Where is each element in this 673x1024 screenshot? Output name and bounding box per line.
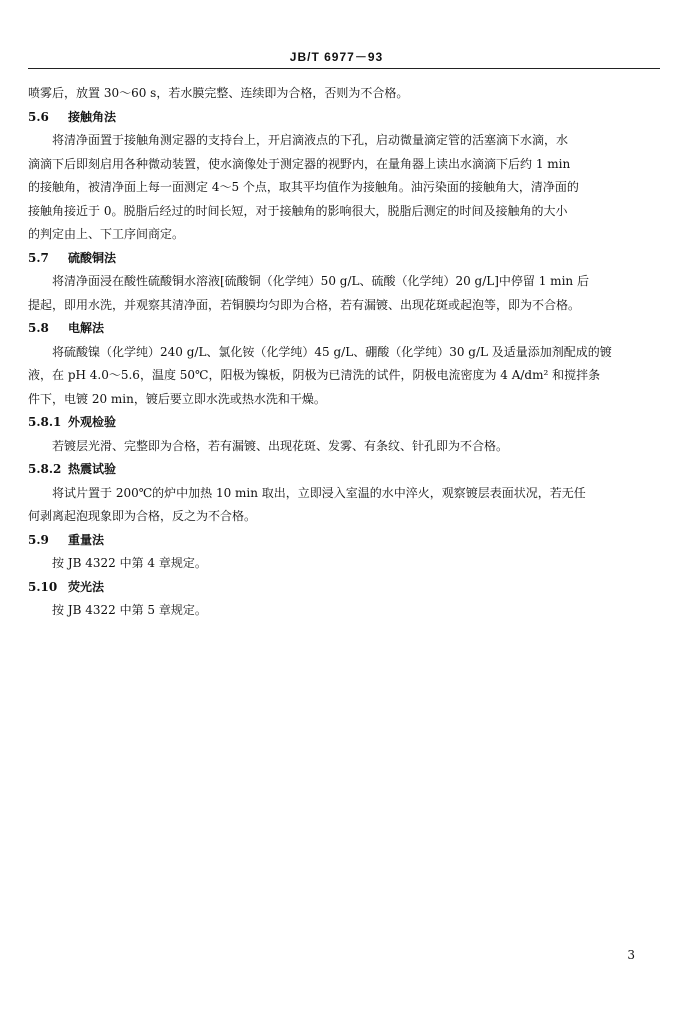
section-heading-5-8-2	[28, 458, 660, 482]
section-title: 硫酸铜法	[68, 250, 117, 265]
paragraph-line: 按 JB 4322 中第 4 章规定。	[52, 556, 207, 570]
paragraph-line: 将试片置于 200℃的炉中加热 10 min 取出，立即浸入室温的水中淬火，观察镀层表面状况，若无任	[52, 485, 586, 500]
section-heading-5-8	[28, 317, 660, 341]
section-heading-5-9	[28, 529, 660, 553]
paragraph-line: 将硫酸镍（化学纯）240 g/L、氯化铵（化学纯）45 g/L、硼酸（化学纯）30 g/L 及适量添加剂配成的镀	[52, 344, 612, 359]
paragraph-line: 提起，即用水洗，并观察其清净面，若铜膜均匀即为合格，若有漏镀、出现花斑或起泡等，即为不合格。	[28, 297, 581, 312]
paragraph-line: 按 JB 4322 中第 5 章规定。	[52, 603, 207, 617]
paragraph-line: 将清净面浸在酸性硫酸铜水溶液[硫酸铜（化学纯）50 g/L、硫酸（化学纯）20 g/L]中停留 1 min 后	[52, 274, 589, 288]
section-title: 电解法	[68, 321, 105, 335]
page-header: JB/T 6977－93	[289, 50, 384, 64]
header-rule	[28, 68, 660, 69]
section-number: 5.10	[28, 579, 58, 594]
paragraph-line: 接触角接近于 0。脱脂后经过的时间长短，对于接触角的影响很大，脱脂后测定的时间及接触角的大小	[28, 203, 568, 218]
paragraph-line: 将清净面置于接触角测定器的支持台上，开启滴液点的下孔，启动微量滴定管的活塞滴下水滴，水	[52, 133, 569, 147]
section-heading-5-8-1	[28, 411, 660, 435]
paragraph-line: 滴滴下后即刻启用各种微动装置，使水滴像处于测定器的视野内，在量角器上读出水滴滴下后约 1 min	[28, 156, 571, 171]
section-heading-5-10	[28, 576, 660, 600]
section-number: 5.8.2	[28, 462, 62, 476]
intro-line: 喷雾后，放置 30～60 s，若水膜完整、连续即为合格，否则为不合格。	[28, 86, 409, 100]
page-number: 3	[627, 948, 635, 962]
paragraph-line: 若镀层光滑、完整即为合格，若有漏镀、出现花斑、发雾、有条纹、针孔即为不合格。	[52, 438, 509, 453]
section-title: 外观检验	[68, 415, 117, 429]
section-number: 5.6	[28, 109, 49, 124]
paragraph-line: 的接触角，被清净面上每一面测定 4～5 个点，取其平均值作为接触角。油污染面的接触角大，清净面的	[28, 180, 579, 194]
section-title: 重量法	[68, 532, 105, 547]
section-number: 5.8.1	[28, 415, 62, 429]
section-heading-5-7	[28, 247, 660, 271]
section-title: 热震试验	[68, 462, 117, 476]
section-title: 荧光法	[68, 579, 105, 594]
section-number: 5.9	[28, 532, 49, 547]
section-number: 5.8	[28, 321, 49, 335]
paragraph-line: 液，在 pH 4.0～5.6，温度 50℃，阳极为镍板，阴极为已清洗的试件，阴极电流密度为 4 A/dm² 和搅拌条	[28, 368, 601, 382]
document-body	[28, 82, 660, 623]
section-title: 接触角法	[68, 109, 117, 124]
section-heading-5-6	[28, 106, 660, 130]
section-number: 5.7	[28, 250, 49, 265]
paragraph-line: 何剥离起泡现象即为合格，反之为不合格。	[28, 509, 257, 523]
paragraph-line: 的判定由上、下工序间商定。	[28, 227, 185, 241]
paragraph-line: 件下，电镀 20 min，镀后要立即水洗或热水洗和干燥。	[28, 391, 326, 406]
